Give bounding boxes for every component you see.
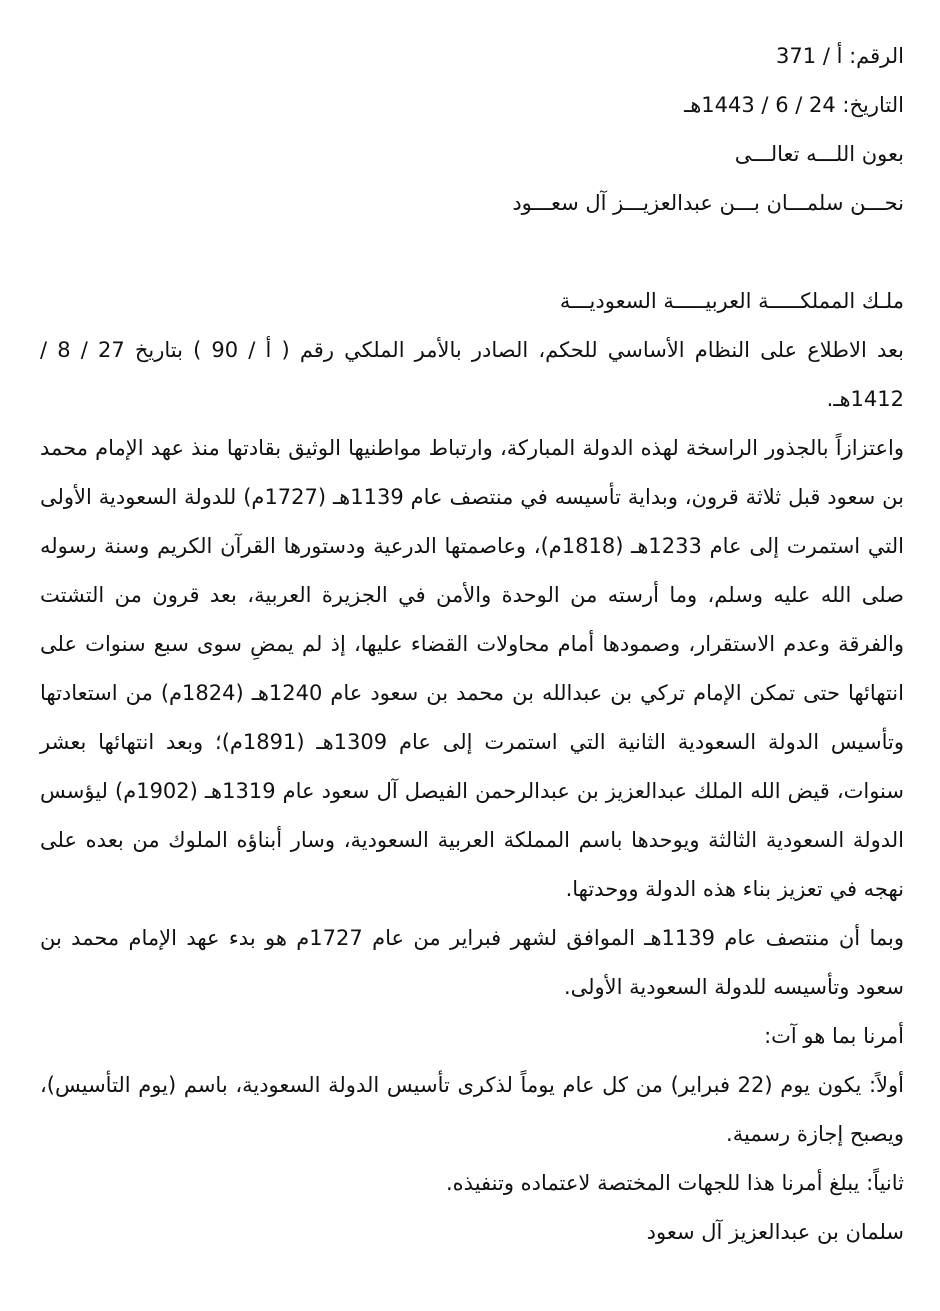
history-paragraph: واعتزازاً بالجذور الراسخة لهذه الدولة المباركة، وارتباط مواطنيها الوثيق بقادتها منذ عهد الإمام محمد بن سعود قبل ثلاثة قرون، وبداية تأسيسه في منتصف عام 1139هـ (1727م) للدولة السعودية الأولى التي استمرت إلى عام 1233هـ (1818م)، وعاصمتها الدرعية ودستورها القرآن الكريم وسنة رسوله صلى الله عليه وسلم، وما أرسته من الوحدة والأمن في الجزيرة العربية، بعد قرون من التشتت والفرقة وعدم الاستقرار، وصمودها أمام محاولات القضاء عليها، إذ لم يمضِ سوى سبع سنوات على انتهائها حتى تمكن الإمام تركي بن عبدالله بن محمد بن سعود عام 1240هـ (1824م) من استعادتها وتأسيس الدولة السعودية الثانية التي استمرت إلى عام 1309هـ (1891م)؛ وبعد انتهائها بعشر سنوات، قيض الله الملك عبدالعزيز بن عبدالرحمن الفيصل آل سعود عام 1319هـ (1902م) ليؤسس الدولة السعودية الثالثة ويوحدها باسم المملكة العربية السعودية، وسار أبناؤه الملوك من بعده على نهجه في تعزيز بناء هذه الدولة ووحدتها.	[40, 436, 904, 901]
order-item-first: أولاً: يكون يوم (22 فبراير) من كل عام يوماً لذكرى تأسيس الدولة السعودية، باسم (يوم التأسيس)، ويصبح إجازة رسمية.	[40, 1073, 905, 1146]
issuer-name: نحـــن سلمـــان بـــن عبدالعزيـــز آل سعـــود	[512, 191, 904, 215]
order-intro: أمرنا بما هو آت:	[764, 1024, 904, 1048]
document-date: التاريخ: 24 / 6 / 1443هـ	[684, 93, 904, 117]
blank-line	[40, 228, 904, 277]
signature: سلمان بن عبدالعزيز آل سعود	[646, 1220, 904, 1244]
reference-number: الرقم: أ / 371	[776, 44, 904, 68]
invocation: بعون اللـــه تعالـــى	[734, 142, 904, 166]
order-item-second: ثانياً: يبلغ أمرنا هذا للجهات المختصة لاعتماده وتنفيذه.	[446, 1171, 904, 1195]
issuer-title: ملـك المملكـــــة العربيـــــة السعوديـــة	[559, 289, 904, 313]
preamble-paragraph: بعد الاطلاع على النظام الأساسي للحكم، الصادر بالأمر الملكي رقم ( أ / 90 ) بتاريخ 27 / 8 / 1412هـ.	[40, 338, 904, 411]
founding-paragraph: وبما أن منتصف عام 1139هـ الموافق لشهر فبراير من عام 1727م هو بدء عهد الإمام محمد بن سعود وتأسيسه للدولة السعودية الأولى.	[40, 926, 904, 999]
